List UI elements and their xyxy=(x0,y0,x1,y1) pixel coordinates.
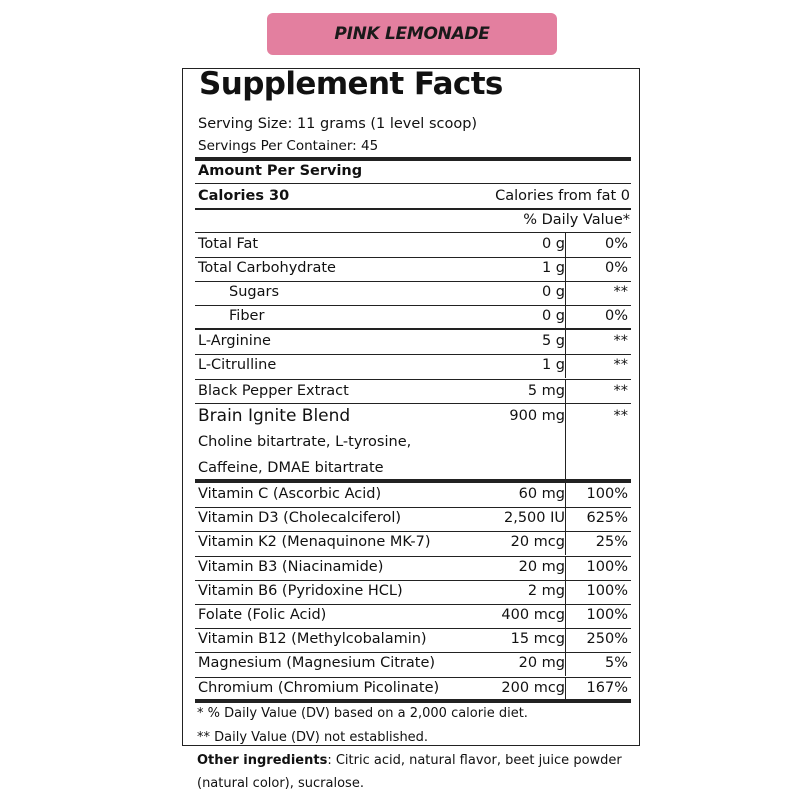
column-divider xyxy=(565,483,566,507)
table-row xyxy=(195,330,631,354)
vitamin-name: Vitamin B3 (Niacinamide) xyxy=(198,558,384,575)
vitamin-amount: 20 mcg xyxy=(510,534,565,551)
vitamin-name: Vitamin K2 (Menaquinone MK-7) xyxy=(198,534,431,551)
table-row xyxy=(195,556,631,580)
column-divider xyxy=(565,330,566,354)
column-divider xyxy=(565,257,566,281)
column-divider xyxy=(565,507,566,531)
column-divider xyxy=(565,531,566,555)
flavor-badge: PINK LEMONADE xyxy=(267,13,557,55)
table-row xyxy=(195,233,631,257)
column-divider xyxy=(565,628,566,652)
vitamin-amount: 2 mg xyxy=(527,582,565,599)
vitamin-dv: 100% xyxy=(586,558,628,575)
vitamin-name: Chromium (Chromium Picolinate) xyxy=(198,679,440,696)
column-divider xyxy=(565,281,566,305)
blend-name: Brain Ignite Blend xyxy=(198,406,351,426)
vitamin-name: Magnesium (Magnesium Citrate) xyxy=(198,655,436,672)
rule-thin xyxy=(195,183,631,184)
ingredient-amount: 5 g xyxy=(541,333,565,349)
vitamin-name: Vitamin C (Ascorbic Acid) xyxy=(198,486,382,502)
table-row xyxy=(195,677,631,701)
nutrient-dv: 0% xyxy=(604,260,628,276)
vitamin-dv: 100% xyxy=(586,582,628,599)
blend-ingredients-line: Choline bitartrate, L-tyrosine, xyxy=(198,434,412,450)
table-row xyxy=(195,604,631,628)
nutrient-dv: ** xyxy=(613,284,628,300)
vitamin-dv: 250% xyxy=(586,631,628,648)
nutrient-name: Fiber xyxy=(229,308,265,324)
column-divider xyxy=(565,677,566,701)
vitamin-amount: 20 mg xyxy=(518,558,565,575)
nutrient-name: Sugars xyxy=(229,284,279,300)
other-ingredients xyxy=(197,753,622,768)
servings-per-container: Servings Per Container: 45 xyxy=(198,138,379,154)
ingredient-amount: 1 g xyxy=(541,357,565,373)
nutrient-name: Total Carbohydrate xyxy=(198,260,336,276)
vitamin-amount: 400 mcg xyxy=(501,607,565,623)
blend-dv: ** xyxy=(613,408,628,424)
table-row xyxy=(195,354,631,378)
table-row xyxy=(195,531,631,555)
vitamin-dv: 100% xyxy=(586,607,628,623)
daily-value-header: % Daily Value* xyxy=(523,212,630,228)
nutrient-amount: 0 g xyxy=(541,284,565,300)
vitamin-name: Vitamin B12 (Methylcobalamin) xyxy=(198,631,427,648)
vitamin-amount: 200 mcg xyxy=(501,679,565,696)
column-divider xyxy=(565,380,566,404)
other-ingredients-label: Other ingredients xyxy=(197,753,328,768)
vitamin-name: Folate (Folic Acid) xyxy=(198,607,327,623)
blend-ingredients-line: Caffeine, DMAE bitartrate xyxy=(198,460,384,476)
column-divider xyxy=(565,604,566,628)
calories: Calories 30 xyxy=(198,188,290,204)
table-row xyxy=(195,380,631,404)
nutrient-name: Total Fat xyxy=(198,236,259,252)
vitamin-dv: 167% xyxy=(586,679,628,696)
column-divider xyxy=(565,652,566,676)
footnote-daily-value: * % Daily Value (DV) based on a 2,000 calorie diet. xyxy=(197,706,528,721)
other-ingredients-text: : Citric acid, natural flavor, beet juice powder xyxy=(327,753,622,768)
vitamin-dv: 100% xyxy=(586,486,628,502)
rule-thick-top xyxy=(195,157,631,161)
vitamin-amount: 15 mcg xyxy=(510,631,565,648)
ingredient-name: Black Pepper Extract xyxy=(198,383,349,399)
table-row xyxy=(195,483,631,507)
ingredient-name: L-Citrulline xyxy=(198,357,277,373)
vitamin-name: Vitamin B6 (Pyridoxine HCL) xyxy=(198,582,403,599)
nutrient-dv: 0% xyxy=(604,308,628,324)
other-ingredients-continued: (natural color), sucralose. xyxy=(197,776,364,791)
table-row xyxy=(195,628,631,652)
table-row xyxy=(195,652,631,676)
table-row xyxy=(195,281,631,305)
rule-thick-bottom xyxy=(195,699,631,703)
vitamin-dv: 25% xyxy=(595,534,628,551)
ingredient-dv: ** xyxy=(613,333,628,349)
nutrient-amount: 0 g xyxy=(541,236,565,252)
vitamin-amount: 2,500 IU xyxy=(503,510,565,527)
vitamin-name: Vitamin D3 (Cholecalciferol) xyxy=(198,510,402,527)
ingredient-amount: 5 mg xyxy=(527,383,565,399)
serving-size: Serving Size: 11 grams (1 level scoop) xyxy=(198,116,478,132)
rule-medium xyxy=(195,208,631,210)
column-divider xyxy=(565,404,566,479)
nutrient-dv: 0% xyxy=(604,236,628,252)
panel-title: Supplement Facts xyxy=(199,66,503,102)
vitamin-dv: 5% xyxy=(604,655,628,672)
blend-amount: 900 mg xyxy=(509,408,565,424)
table-row xyxy=(195,507,631,531)
column-divider xyxy=(565,233,566,257)
table-row xyxy=(195,257,631,281)
vitamin-amount: 20 mg xyxy=(518,655,565,672)
column-divider xyxy=(565,580,566,604)
ingredient-dv: ** xyxy=(613,383,628,399)
nutrient-amount: 0 g xyxy=(541,308,565,324)
table-row xyxy=(195,580,631,604)
nutrient-amount: 1 g xyxy=(541,260,565,276)
column-divider xyxy=(565,305,566,329)
vitamin-amount: 60 mg xyxy=(518,486,565,502)
vitamin-dv: 625% xyxy=(586,510,628,527)
ingredient-dv: ** xyxy=(613,357,628,373)
footnote-not-established: ** Daily Value (DV) not established. xyxy=(197,730,429,745)
table-row xyxy=(195,305,631,329)
ingredient-name: L-Arginine xyxy=(198,333,271,349)
column-divider xyxy=(565,354,566,378)
calories-from-fat: Calories from fat 0 xyxy=(495,188,630,204)
column-divider xyxy=(565,556,566,580)
amount-per-serving: Amount Per Serving xyxy=(198,163,363,179)
